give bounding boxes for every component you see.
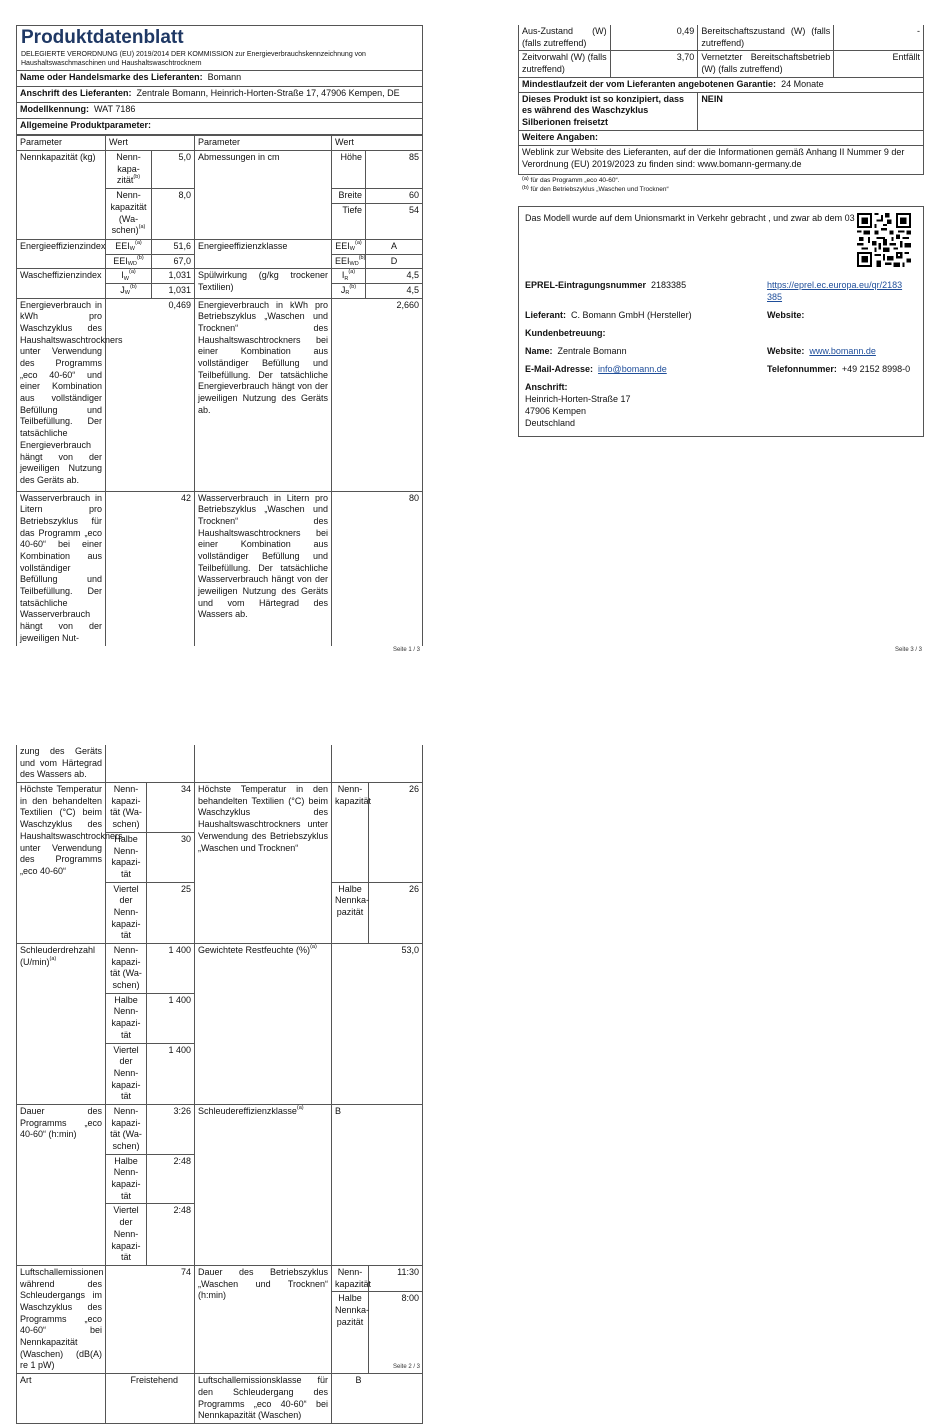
name-value: Zentrale Bomann (557, 346, 627, 357)
noise-value: 74 (106, 1265, 195, 1373)
eprel-box (518, 206, 924, 437)
page-3 (518, 25, 924, 437)
page-2 (16, 745, 422, 1424)
warranty-label: Mindestlaufzeit der vom Lieferanten angebotenen Garantie: (522, 78, 777, 89)
params-table-1: Parameter Wert Parameter Wert Nennkapazität (kg) Nennkapazität$^{(b)}$ 5,0 Abmessungen in cm Höhe 85 Nennkapazität (Waschen)$^{(a)}$ 8,0 Breite 60 Tiefe 54 Energieeffizienzindex $EEI_W^{(a)}$ 51,6 Energieeffizienzklasse $EEI_W^{(a)}$ A $EEI_{WD}^{(b)}$ 67,0 $EEI_{WD}^{(b)}$ D Wascheffizienzindex $I_W^{(a)}$ 1,031 Spülwirkung (g/kg trockener Textilien) $I_R^{(a)}$ 4,5 $J_W^{(b)}$ 1,031 $J_R^{(b)}$ 4,5 Energieverbrauch in kWh pro Waschzyklus des Haushaltswaschtrockners unter Verwendung des Programms „eco 40-60“ und einer Kombination aus vollständiger Befüllung und Teilbefüllung. Der tatsächliche Energieverbrauch hängt von der jeweiligen Nutzung des Geräts ab. 0,469 Energieverbrauch in kWh pro Betriebszyklus „Waschen und Trocknen“ des Haushaltswaschtrockners bei einer Kombination aus vollständiger Befüllung und Teilbefüllung. Der tatsächliche Energieverbrauch hängt von der jeweiligen Nutzung des Geräts ab. 2,660 Wasserverbrauch in Litern pro Betriebszyklus für das Programm „eco 40-60“ bei einer Kombination aus vollständiger Befüllung und Teilbefüllung. Der tatsächliche Wasserverbrauch hängt von der jeweiligen Nut- 42 Wasserverbrauch in Litern pro Betriebszyklus „Waschen und Trocknen“ des Haushaltswaschtrockners bei einer Kombination aus vollständiger Befüllung und Teilbefüllung. Der tatsächliche Wasserverbrauch hängt von der jeweiligen Nutzung des Geräts und vom Härtegrad des Wassers ab. 80 (16, 135, 423, 645)
jr-label: $J_R^{(b)}$ (332, 283, 366, 298)
model: WAT 7186 (94, 104, 136, 115)
noise-label: Luftschallemissionen während des Schleudergangs im Waschzyklus des Programms „eco 40-60“ bei Nennkapazität (Waschen) (dB(A) re 1 pW) (17, 1265, 106, 1373)
energy-wd-label: Energieverbrauch in kWh pro Betriebszyklus „Waschen und Trocknen“ des Haushaltswaschtrockners bei einer Kombination aus vollständiger Befüllung und Teilbefüllung. Der tatsächliche Energieverbrauch hängt von der jeweiligen Nutzung des Geräts ab. (195, 298, 332, 491)
general-params-label: Allgemeine Produktparameter: (17, 119, 423, 135)
standby-label: Bereitschaftszustand (W) (falls zutreffend) (698, 25, 834, 51)
address: Zentrale Bomann, Heinrich-Horten-Straße 17, 47906 Kempen, DE (136, 88, 400, 99)
off-value: 0,49 (610, 25, 698, 51)
cycle-half-label: Halbe Nennkapazität (332, 1292, 369, 1374)
website2-label: Website: (767, 346, 805, 357)
dur-quarter-value: 2:48 (147, 1204, 195, 1265)
ir-label: $I_R^{(a)}$ (332, 269, 366, 284)
warranty-value: 24 Monate (781, 78, 824, 89)
temp-wd-half-value: 26 (369, 882, 423, 943)
spin-half-value: 1 400 (147, 993, 195, 1043)
supplier-value: C. Bomann GmbH (Hersteller) (571, 310, 692, 321)
supplier-name-label: Name oder Handelsmarke des Lieferanten: (20, 72, 203, 83)
col-header-param: Parameter (195, 136, 332, 151)
height-label: Höhe (332, 151, 366, 189)
email-label: E-Mail-Adresse: (525, 364, 594, 375)
moisture-value: 53,0 (332, 944, 423, 1105)
temp-half-label: Halbe Nennkapazität (106, 832, 147, 882)
page-number-1: Seite 1 / 3 (393, 647, 421, 653)
network-label: Vernetzter Bereitschaftsbetrieb (W) (falls zutreffend) (698, 51, 834, 77)
moisture-label: Gewichtete Restfeuchte (%) (198, 945, 311, 955)
dur-rated-value: 3:26 (147, 1104, 195, 1154)
eprel-number: 2183385 (651, 280, 687, 291)
temp-wash-label: Höchste Temperatur in den behandelten Textilien (°C) beim Waschzyklus des Haushaltswaschtrockners unter Verwendung des Programms „eco 40-60“ (17, 783, 106, 944)
qr-code-icon (857, 213, 911, 267)
water-wash-label-cont: zung des Geräts und vom Härtegrad des Wassers ab. (17, 745, 106, 783)
dur-half-value: 2:48 (147, 1154, 195, 1204)
temp-wd-half-label: Halbe Nennkapazität (332, 882, 369, 943)
delay-label: Zeitvorwahl (W) (falls zutreffend) (519, 51, 611, 77)
header-table (16, 25, 423, 135)
spin-quarter-label: Viertel der Nennkapazität (106, 1043, 147, 1104)
duration-label: Dauer des Programms „eco 40-60“ (h:min) (17, 1104, 106, 1265)
cap-dry-label: Nennkapazität (Waschen) (110, 190, 147, 236)
ir-value: 4,5 (366, 269, 423, 284)
type-label: Art (17, 1374, 106, 1424)
temp-wd-rated-value: 26 (369, 783, 423, 883)
addr-city: 47906 Kempen (525, 406, 587, 417)
network-value: Entfällt (834, 51, 924, 77)
col-header-param: Parameter (17, 136, 106, 151)
col-header-value: Wert (332, 136, 423, 151)
type-value: Freistehend (106, 1374, 195, 1424)
temp-half-value: 30 (147, 832, 195, 882)
dimensions-label: Abmessungen in cm (195, 151, 332, 240)
noise-class-label: Luftschallemissionsklasse für den Schleudergang des Programms „eco 40-60“ bei Nennkapazität (Waschen) (195, 1374, 332, 1424)
temp-wd-rated-label: Nennkapazität (332, 783, 369, 883)
cycle-half-value: 8:00 (369, 1292, 423, 1374)
dur-quarter-label: Viertel der Nennkapazität (106, 1204, 147, 1265)
name-label: Name: (525, 346, 553, 357)
capacity-label: Nennkapazität (kg) (17, 151, 106, 240)
eprel-label: EPREL-Eintragungsnummer (525, 280, 647, 291)
supplier-name: Bomann (207, 72, 242, 83)
water-wash-label: Wasserverbrauch in Litern pro Betriebszyklus für das Programm „eco 40-60“ bei einer Kombination aus vollständiger Befüllung und Teilbefüllung. Der tatsächliche Wasserverbrauch hängt von der jeweiligen Nut- (17, 491, 106, 645)
addr-label: Anschrift: (525, 382, 568, 393)
page-1 (16, 25, 422, 646)
width-value: 60 (366, 189, 423, 204)
energy-wash-value: 0,469 (106, 298, 195, 491)
more-info-label: Weitere Angaben: (519, 130, 924, 145)
eeiw-label: $EEI_W^{(a)}$ (106, 239, 152, 254)
footnote-b: $^{(b)}$ für den Betriebszyklus „Waschen und Trocknen“ (522, 184, 669, 193)
cap-wash-label: Nennkapazität (116, 152, 141, 186)
energy-wash-label: Energieverbrauch in kWh pro Waschzyklus des Haushaltswaschtrockners unter Verwendung des Programms „eco 40-60“ und einer Kombination aus vollständiger Befüllung und Teilbefüllung. Der tatsächliche Energieverbrauch hängt von der jeweiligen Nutzung des Geräts ab. (17, 298, 106, 491)
spin-quarter-value: 1 400 (147, 1043, 195, 1104)
cap-dry-value: 8,0 (152, 189, 195, 240)
page-title: Produktdatenblatt (21, 27, 184, 48)
spin-half-label: Halbe Nennkapazität (106, 993, 147, 1043)
temp-rated-label: Nennkapazität (Waschen) (106, 783, 147, 833)
email-link[interactable]: info@bomann.de (598, 364, 667, 375)
eei-label: Energieeffizienzindex (17, 239, 106, 268)
phone-label: Telefonnummer: (767, 364, 837, 375)
customer-support-label: Kundenbetreuung: (525, 328, 606, 339)
jw-value: 1,031 (152, 283, 195, 298)
eec-wd-value: D (366, 254, 423, 269)
website-label: Website: (767, 310, 805, 321)
spin-rated-label: Nennkapazität (Waschen) (106, 944, 147, 994)
website-link[interactable]: www.bomann.de (809, 346, 876, 357)
temp-quarter-label: Viertel der Nennkapazität (106, 882, 147, 943)
width-label: Breite (332, 189, 366, 204)
delay-value: 3,70 (610, 51, 698, 77)
jr-value: 4,5 (366, 283, 423, 298)
noise-class-value: B (332, 1374, 423, 1424)
cycle-duration-label: Dauer des Betriebszyklus „Waschen und Trocknen“ (h:min) (195, 1265, 332, 1373)
cap-wash-value: 5,0 (152, 151, 195, 189)
spin-class-value: B (332, 1104, 423, 1265)
energy-wd-value: 2,660 (332, 298, 423, 491)
spin-label: Schleuderdrehzahl (U/min) (20, 945, 96, 967)
temp-quarter-value: 25 (147, 882, 195, 943)
spin-class-label: Schleudereffizienzklasse (198, 1105, 297, 1116)
eeiwd-value: 67,0 (152, 254, 195, 269)
model-label: Modellkennung: (20, 104, 89, 115)
wash-index-label: Wascheffizienzindex (17, 269, 106, 298)
supplier-label: Lieferant: (525, 310, 567, 321)
cycle-rated-label: Nennkapazität (332, 1265, 369, 1291)
eec-wd-label: $EEI_{WD}^{(b)}$ (332, 254, 366, 269)
iw-value: 1,031 (152, 269, 195, 284)
jw-label: $J_W^{(b)}$ (106, 283, 152, 298)
addr-street: Heinrich-Horten-Straße 17 (525, 394, 631, 405)
page-number-2: Seite 2 / 3 (393, 1364, 421, 1370)
cycle-rated-value: 11:30 (369, 1265, 423, 1291)
page-number-3: Seite 3 / 3 (895, 647, 923, 653)
regulation-text: DELEGIERTE VERORDNUNG (EU) 2019/2014 DER KOMMISSION zur Energieverbrauchskennzeichnung von Haushaltswaschmaschinen und Haushaltswaschtrocknern (21, 50, 366, 67)
water-wd-label: Wasserverbrauch in Litern pro Betriebszyklus „Waschen und Trocknen“ des Haushaltswaschtrockners bei einer Kombination aus vollständiger Befüllung und Teilbefüllung. Der tatsächliche Wasserverbrauch hängt von der jeweiligen Nutzung des Geräts und vom Härtegrad des Wassers ab. (195, 491, 332, 645)
params-table-3 (518, 25, 924, 175)
market-intro: Das Modell wurde auf dem Unionsmarkt in Verkehr gebracht , und zwar ab dem 03 (525, 213, 855, 224)
rinse-label: Spülwirkung (g/kg trockener Textilien) (195, 269, 332, 298)
water-wd-value: 80 (332, 491, 423, 645)
iw-label: $I_W^{(a)}$ (106, 269, 152, 284)
off-label: Aus-Zustand (W) (falls zutreffend) (519, 25, 611, 51)
temp-wd-label: Höchste Temperatur in den behandelten Textilien (°C) beim Waschzyklus des Haushaltswaschtrockners unter Verwendung des Betriebszyklus „Waschen und Trocknen“ (195, 783, 332, 944)
depth-label: Tiefe (332, 203, 366, 239)
dur-rated-label: Nennkapazität (Waschen) (106, 1104, 147, 1154)
weblink-text: Weblink zur Website des Lieferanten, auf der die Informationen gemäß Anhang II Nummer 9 der Verordnung (EU) 2019/2023 zu finden sind: www.bomann-germany.de (519, 145, 924, 174)
temp-rated-value: 34 (147, 783, 195, 833)
dur-half-label: Halbe Nennkapazität (106, 1154, 147, 1204)
silver-label: Dieses Produkt ist so konzipiert, dass es während des Waschzyklus Silberionen freisetzt (519, 92, 698, 130)
eeiwd-label: $EEI_{WD}^{(b)}$ (106, 254, 152, 269)
footnotes (518, 175, 924, 197)
addr-country: Deutschland (525, 418, 576, 429)
spin-rated-value: 1 400 (147, 944, 195, 994)
col-header-value: Wert (106, 136, 195, 151)
footnote-a: $^{(a)}$ für das Programm „eco 40-60“. (522, 175, 620, 184)
silver-value: NEIN (698, 92, 924, 130)
params-table-2: zung des Geräts und vom Härtegrad des Wassers ab. Höchste Temperatur in den behandelten Textilien (°C) beim Waschzyklus des Haushaltswaschtrockners unter Verwendung des Programms „eco 40-60“ Nennkapazität (Waschen) 34 Höchste Temperatur in den behandelten Textilien (°C) beim Waschzyklus des Haushaltswaschtrockners unter Verwendung des Betriebszyklus „Waschen und Trocknen“ Nennkapazität 26 Halbe Nennkapazität 30 Viertel der Nennkapazität 25 Halbe Nennkapazität 26 Schleuderdrehzahl $(U/\min)^{(a)}$ Nennkapazität (Waschen) 1 400 Gewichtete Restfeuchte (%)$^{(a)}$ 53,0 Halbe Nennkapazität 1 400 Viertel der Nennkapazität 1 400 Dauer des Programms „eco 40-60“ (h:min) Nennkapazität (Waschen) 3:26 Schleudereffizienzklasse$^{(a)}$ B Halbe Nennkapazität 2:48 Viertel der Nennkapazität 2:48 Luftschallemissionen während des Schleudergangs im Waschzyklus des Programms „eco 40-60“ bei Nennkapazität (Waschen) (dB(A) re 1 pW) 74 Dauer des Betriebszyklus „Waschen und Trocknen“ (h:min) Nennkapazität 11:30 Halbe Nennkapazität 8:00 Art Freistehend Luftschallemissionsklasse für den Schleudergang des Programms „eco 40-60“ bei Nennkapazität (Waschen) B (16, 745, 423, 1424)
eec-label: Energieeffizienzklasse (195, 239, 332, 268)
eec-w-label: $EEI_W^{(a)}$ (332, 239, 366, 254)
address-label: Anschrift des Lieferanten: (20, 88, 132, 99)
eprel-link[interactable]: https://eprel.ec.europa.eu/qr/2183385 (767, 280, 903, 303)
standby-value: - (834, 25, 924, 51)
water-wash-value: 42 (106, 491, 195, 645)
height-value: 85 (366, 151, 423, 189)
eeiw-value: 51,6 (152, 239, 195, 254)
eec-w-value: A (366, 239, 423, 254)
depth-value: 54 (366, 203, 423, 239)
phone-value: +49 2152 8998-0 (841, 364, 911, 375)
